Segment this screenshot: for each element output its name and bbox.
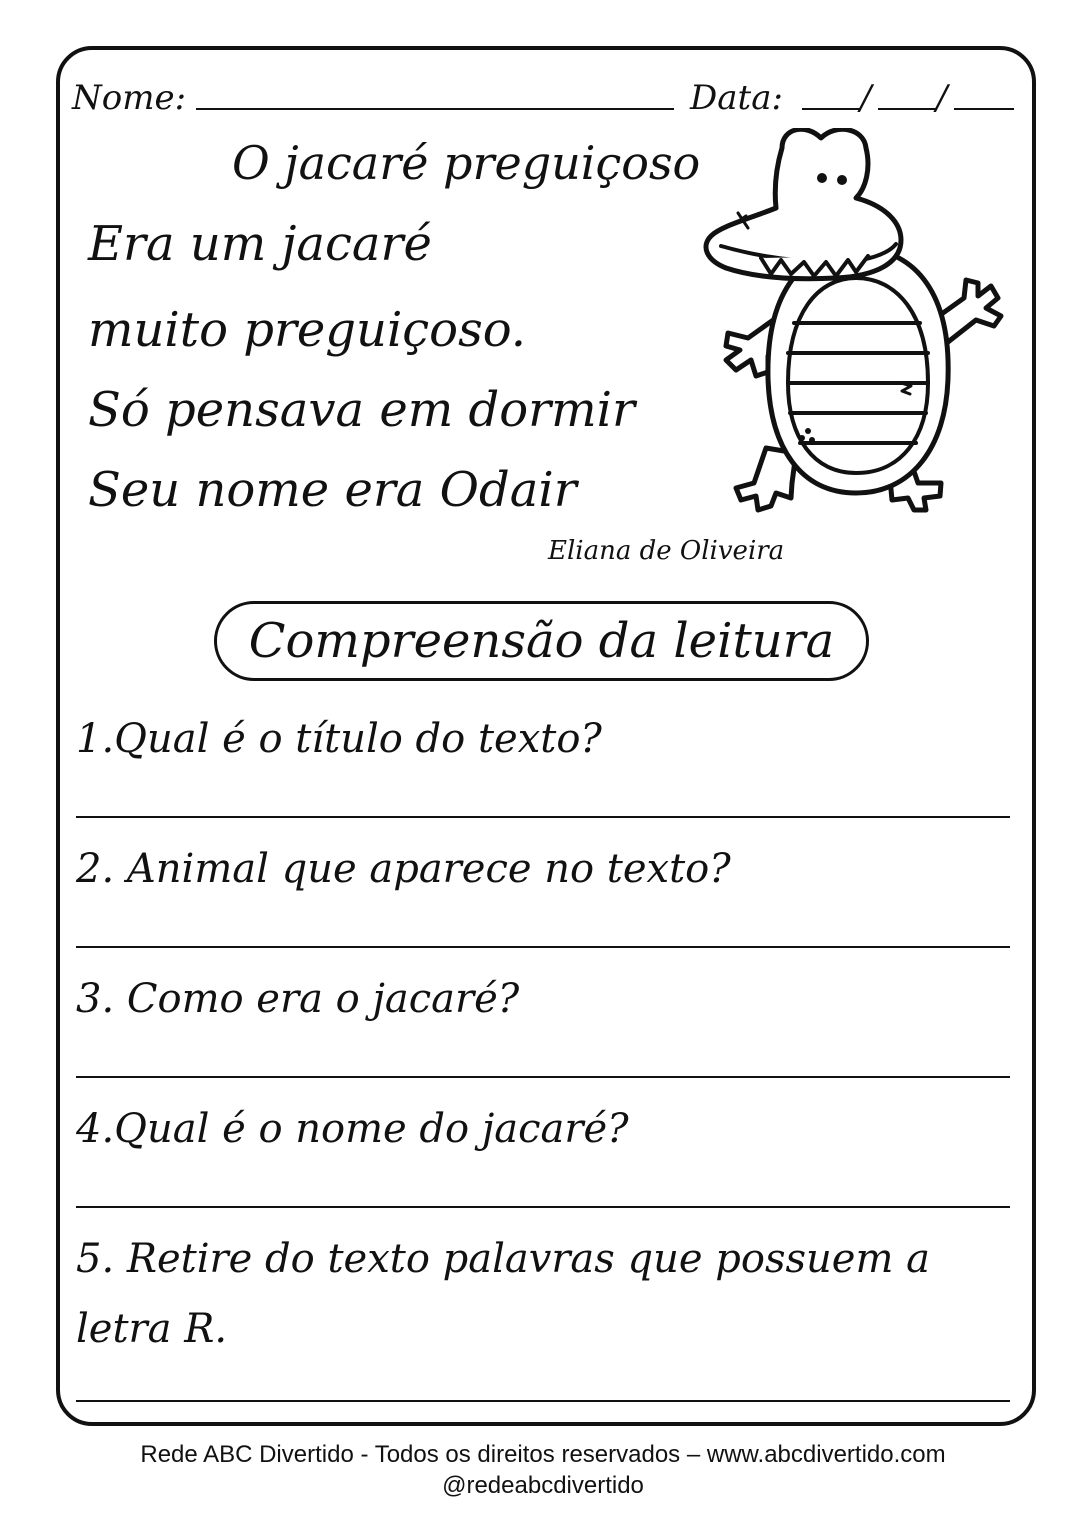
- name-label: Nome:: [72, 78, 187, 118]
- date-day-line[interactable]: [802, 108, 860, 110]
- answer-line-1[interactable]: [76, 816, 1010, 818]
- question-4: 4.Qual é o nome do jacaré?: [76, 1106, 629, 1152]
- answer-line-4[interactable]: [76, 1206, 1010, 1208]
- poem-title: O jacaré preguiçoso: [232, 136, 701, 190]
- date-year-line[interactable]: [954, 108, 1014, 110]
- answer-line-2[interactable]: [76, 946, 1010, 948]
- section-title: Compreensão da leitura: [248, 613, 835, 669]
- answer-line-5[interactable]: [76, 1400, 1010, 1402]
- poem-author: Eliana de Oliveira: [548, 536, 785, 566]
- poem-line: Só pensava em dormir: [88, 382, 635, 438]
- footer-handle: @redeabcdivertido: [442, 1472, 644, 1499]
- question-2: 2. Animal que aparece no texto?: [76, 846, 731, 892]
- question-5-continuation: letra R.: [76, 1306, 228, 1352]
- section-header: [214, 601, 869, 681]
- name-field-line[interactable]: [196, 108, 674, 110]
- poem-line: muito preguiçoso.: [88, 302, 527, 358]
- footer-copyright: Rede ABC Divertido - Todos os direitos reservados – www.abcdivertido.com: [140, 1441, 946, 1468]
- question-3: 3. Como era o jacaré?: [76, 976, 520, 1022]
- poem-line: Era um jacaré: [88, 216, 432, 272]
- date-month-line[interactable]: [878, 108, 936, 110]
- question-5: 5. Retire do texto palavras que possuem a: [76, 1236, 930, 1282]
- date-separator: /: [860, 78, 872, 118]
- date-separator: /: [936, 78, 948, 118]
- date-label: Data:: [690, 78, 783, 118]
- question-1: 1.Qual é o título do texto?: [76, 716, 602, 762]
- crocodile-illustration: [696, 128, 1006, 528]
- poem-line: Seu nome era Odair: [88, 462, 577, 518]
- answer-line-3[interactable]: [76, 1076, 1010, 1078]
